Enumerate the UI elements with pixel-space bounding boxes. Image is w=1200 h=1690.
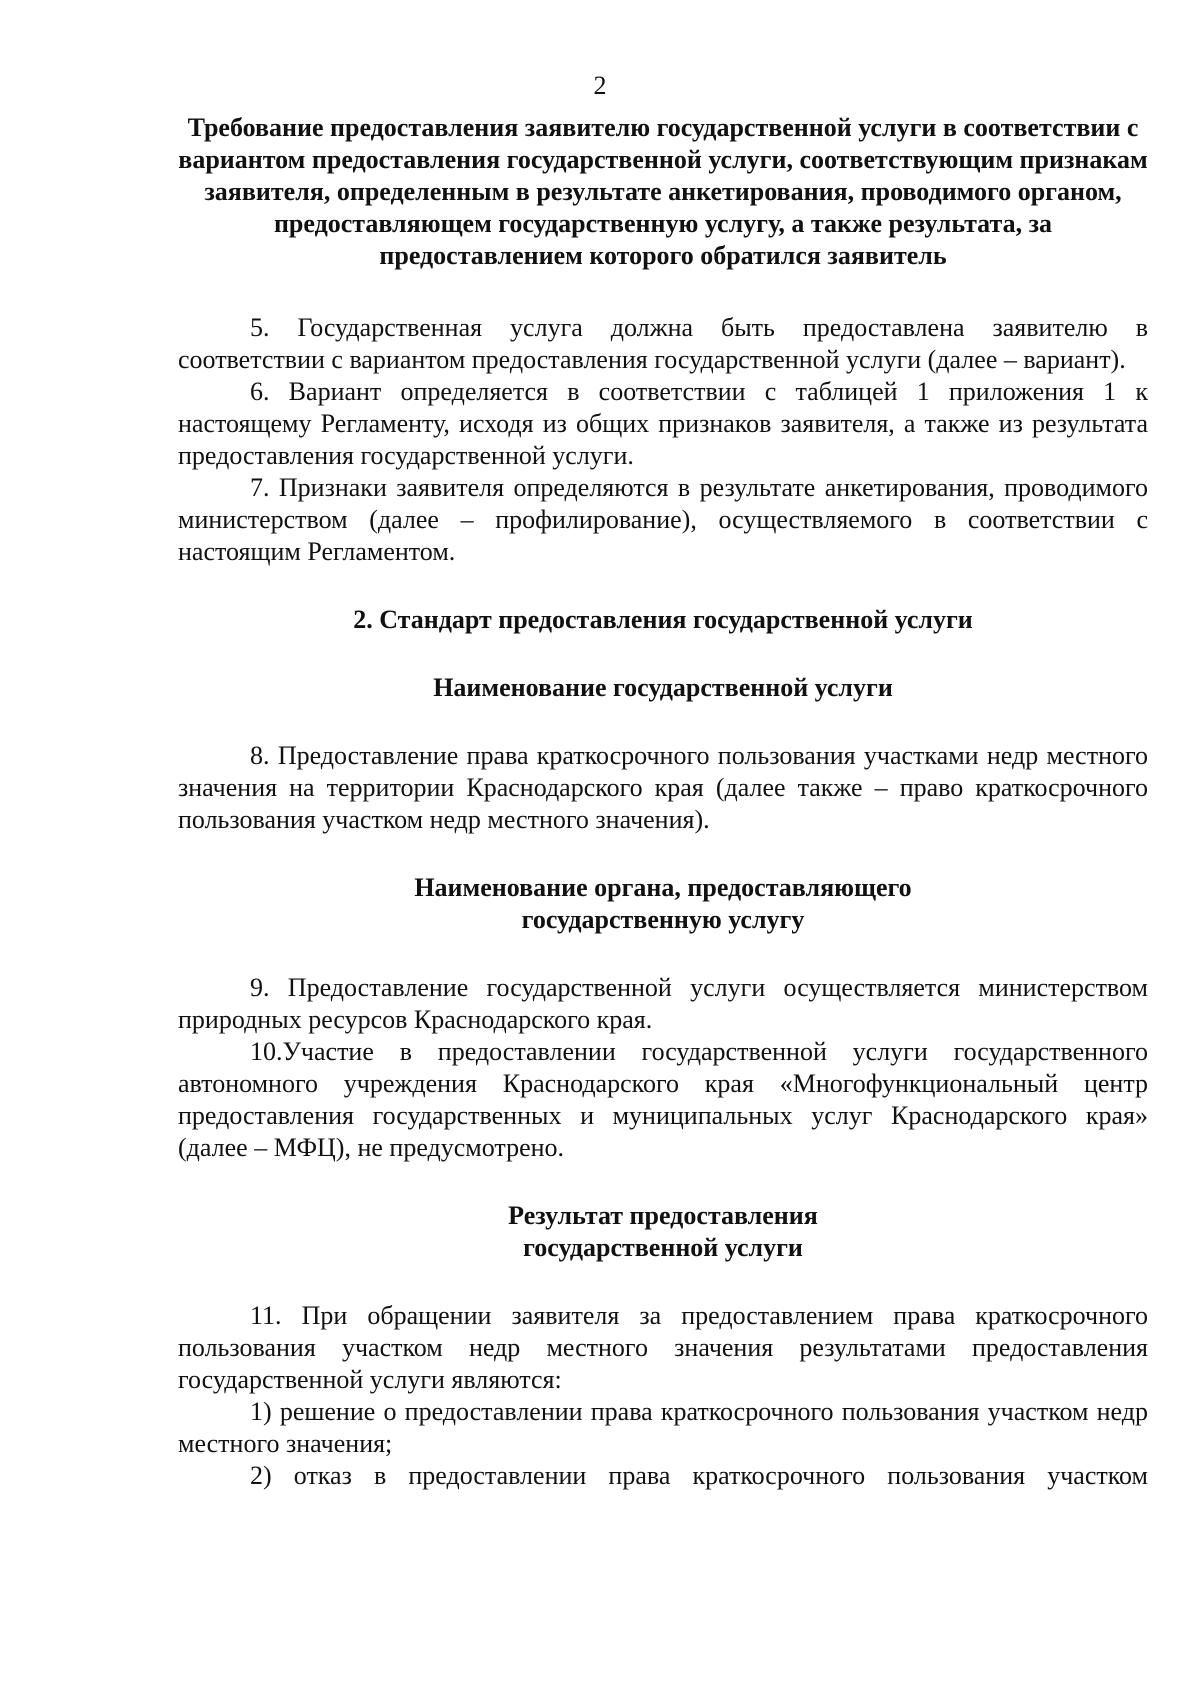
result-heading-line1: Результат предоставления: [508, 1201, 818, 1230]
paragraph-6: 6. Вариант определяется в соответствии с таблицей 1 приложения 1 к настоящему Регламенту, исходя из общих признаков заявителя, а также из результата предоставления государственной услуги.: [178, 377, 1148, 470]
organ-heading-line1: Наименование органа, предоставляющего: [414, 873, 912, 902]
page-content: [178, 112, 1148, 1492]
paragraph-9: 9. Предоставление государственной услуги осуществляется министерством природных ресурсов Краснодарского края.: [178, 973, 1148, 1034]
organ-heading-line2: государственную услугу: [521, 905, 805, 934]
result-heading-line2: государственной услуги: [523, 1233, 803, 1262]
intro-heading: Требование предоставления заявителю государственной услуги в соответствии с вариантом предоставления государственной услуги, соответствующим признакам заявителя, определенным в результате анкетирования, проводимого органом, предоставляющем государственную услугу, а также результата, за предоставлением которого обратился заявитель: [178, 113, 1148, 270]
page-number: 2: [593, 71, 607, 100]
paragraph-5: 5. Государственная услуга должна быть предоставлена заявителю в соответствии с вариантом предоставления государственной услуги (далее – вариант).: [178, 313, 1148, 374]
list-item-2: 2) отказ в предоставлении права краткосрочного пользования участком: [250, 1461, 1148, 1490]
paragraph-11: 11. При обращении заявителя за предоставлением права краткосрочного пользования участком недр местного значения результатами предоставления государственной услуги являются:: [178, 1301, 1148, 1394]
section-2-heading: 2. Стандарт предоставления государственной услуги: [353, 605, 973, 634]
paragraph-10: 10.Участие в предоставлении государственной услуги государственного автономного учреждения Краснодарского края «Многофункциональный центр предоставления государственных и муниципальных услуг Краснодарского края» (далее – МФЦ), не предусмотрено.: [178, 1037, 1148, 1162]
paragraph-8: 8. Предоставление права краткосрочного пользования участками недр местного значения на территории Краснодарского края (далее также – право краткосрочного пользования участком недр местного значения).: [178, 741, 1148, 834]
paragraph-7: 7. Признаки заявителя определяются в результате анкетирования, проводимого министерством (далее – профилирование), осуществляемого в соответствии с настоящим Регламентом.: [178, 473, 1148, 566]
list-item-1: 1) решение о предоставлении права краткосрочного пользования участком недр местного значения;: [178, 1397, 1148, 1458]
service-name-heading: Наименование государственной услуги: [433, 673, 893, 702]
